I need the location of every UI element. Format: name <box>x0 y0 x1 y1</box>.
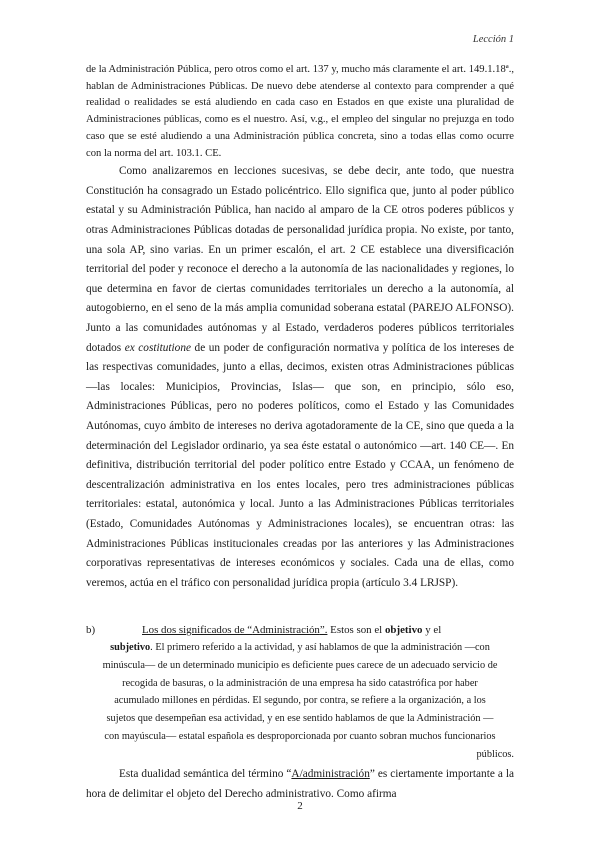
section-b-body <box>86 639 514 763</box>
paragraph-3 <box>86 765 514 804</box>
section-b-line: sujetos que desempeñan esa actividad, y en ese sentido hablamos de que la Administración — <box>106 713 494 725</box>
paragraph-1: de la Administración Pública, pero otros como el art. 137 y, mucho más claramente el art. 149.1.18ª., hablan de Administraciones Públicas. De nuevo debe atenderse al contexto para comprender a qué realidad o realidades se está aludiendo en cada caso en Estados en que existe una pluralidad de Administraciones públicas, como es el nuestro. Así, v.g., el empleo del singular no prejuzga en todo caso que se esté aludiendo a una Administración pública concreta, sino a todas ellas como ocurre con la norma del art. 103.1. CE. <box>86 64 514 159</box>
paragraph-2-italic-term: ex costitutione <box>124 341 191 354</box>
paragraph-2-text-b: de un poder de configuración normativa y política de los intereses de las respectivas comunidades, junto a ellas, decimos, existen otras Administraciones públicas —las locales: Municipios, Provincias, Islas— que son, en principio, sólo eso, Administraciones Públicas, pero no poderes políticos, como el Estado y las Comunidades Autónomas, cuyo ámbito de intereses no deriva agotadoramente de la CE, sino que queda a la determinación del Legislador ordinario, ya sea éste estatal o autonómico —art. 140 CE—. En definitiva, distribución territorial del poder político entre Estado y CCAA, un fenómeno de descentralización administrativa en los entes locales, pero tres administraciones públicas territoriales: estatal, autonómica y local. Junto a las Administraciones Públicas territoriales (Estado, Comunidades Autónomas y Administraciones locales), se encuentran otras: las Administraciones Públicas institucionales creadas por las anteriores y las Administraciones corporativas representativas de intereses económicos y sociales. Cada una de ellas, como veremos, actúa en el tráfico con personalidad jurídica propia (artículo 3.4 LRJSP). <box>86 341 514 589</box>
section-b-line: minúscula— de un determinado municipio es deficiente pues carece de un adecuado servicio de <box>102 659 498 671</box>
section-b-line: acumulado millones en pérdidas. El segundo, por contra, se refiere a la organización, a los <box>114 695 486 707</box>
paragraph-2 <box>86 162 514 593</box>
section-b-line: recogida de basuras, o la administración de una empresa ha sido catastrófica por haber <box>122 677 478 689</box>
paragraph-3-pre: Esta dualidad semántica del término “ <box>119 768 292 781</box>
section-b-title <box>142 624 327 636</box>
term-subjetivo: subjetivo <box>110 642 151 654</box>
paragraph-2-text-a: Como analizaremos en lecciones sucesivas, se debe decir, ante todo, que nuestra Constitución ha consagrado un Estado policéntrico. Ello significa que, junto al poder público estatal y su Administración Pública, han nacido al amparo de la CE otros poderes públicos y otras Administraciones Públicas dotadas de personalidad jurídica propia. No existe, por tanto, una sola AP, sino varias. En un primer escalón, el art. 2 CE establece una diversificación territorial del poder y reconoce el derecho a la autonomía de las nacionalidades y regiones, lo que determina en favor de ciertas comunidades territoriales un derecho a la autonomía, al autogobierno, en el seno de la más amplia comunidad soberana estatal (PAREJO ALFONSO). Junto a las comunidades autónomas y al Estado, verdaderos poderes públicos territoriales dotados <box>86 165 514 354</box>
document-body <box>86 62 514 804</box>
section-b-title-term: Administración <box>252 624 320 637</box>
section-b-y: y el <box>425 624 442 637</box>
paragraph-3-post: ” es ciertamente importante a la hora de delimitar el objeto del Derecho administrativo. Como afirma <box>86 768 514 800</box>
section-b <box>86 621 514 763</box>
section-b-title-pre: Los dos significados de “ <box>142 624 253 637</box>
section-b-line: con mayúscula— estatal española es desproporcionada por cuanto sobran muchos funcionarios <box>104 730 496 742</box>
section-b-intro: Estos son el <box>330 624 383 637</box>
paragraph-3-term: A/administración <box>291 768 370 781</box>
running-header: Lección 1 <box>472 34 514 45</box>
term-objetivo: objetivo <box>384 624 423 637</box>
section-b-line-text: . El primero referido a la actividad, y así hablamos de que la administración —con <box>150 642 490 654</box>
section-b-line: públicos. <box>476 748 514 760</box>
section-b-letter: b) <box>86 624 96 637</box>
section-b-line <box>86 639 514 657</box>
page-number: 2 <box>297 800 303 812</box>
section-b-title-post: ”. <box>319 624 328 637</box>
section-b-heading <box>86 621 514 639</box>
